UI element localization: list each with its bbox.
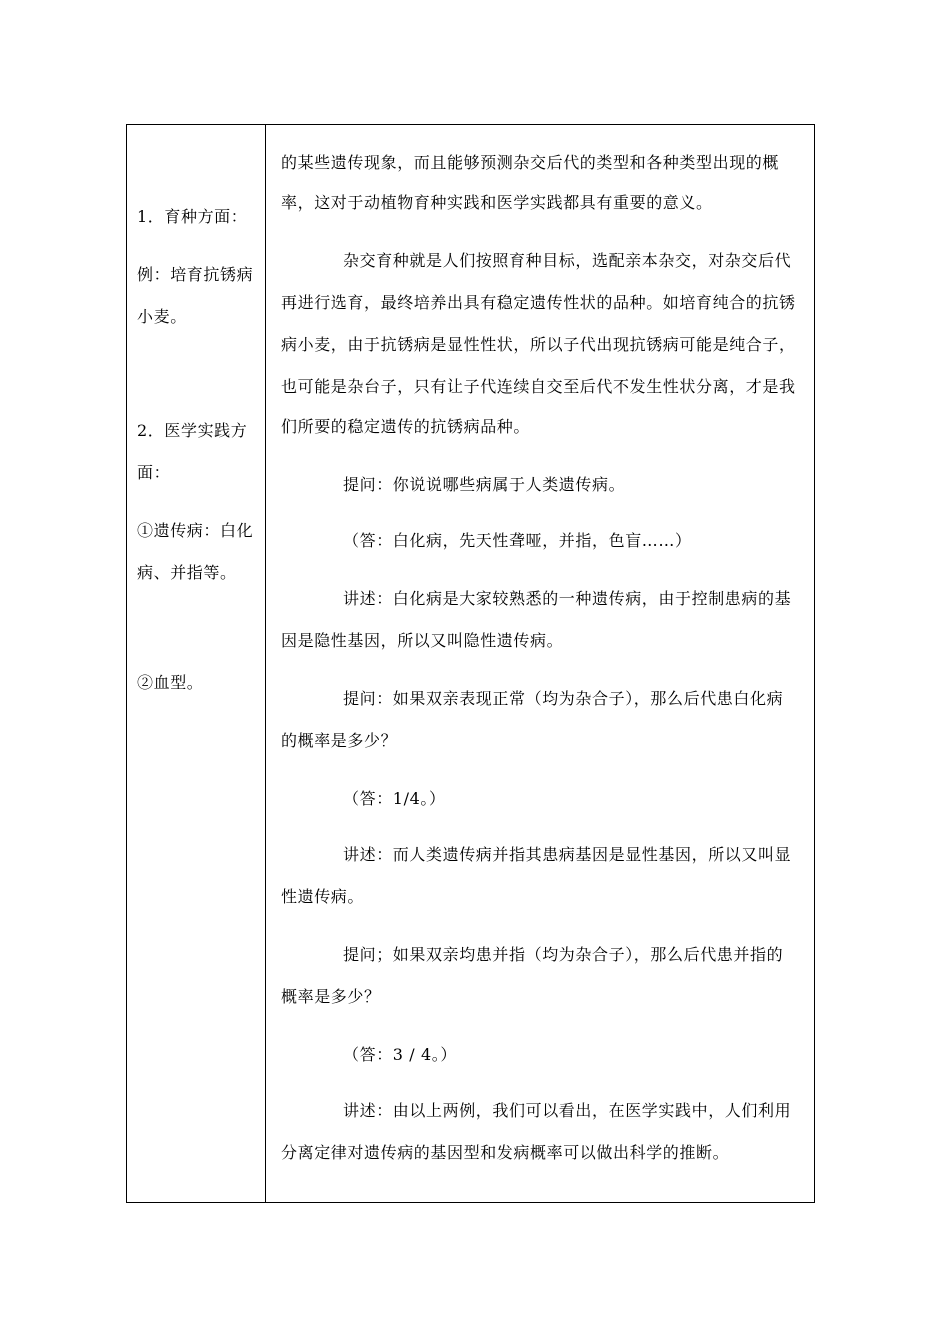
paragraph-line: 讲述：白化病是大家较熟悉的一种遗传病，由于控制患病的基 [343,589,792,608]
answer-line: （答：1/4。） [343,789,446,808]
paragraph-line: 因是隐性基因，所以又叫隐性遗传病。 [281,631,564,650]
left-line: 例：培育抗锈病 [137,265,254,284]
paragraph-line: 的某些遗传现象，而且能够预测杂交后代的类型和各种类型出现的概 [281,153,780,172]
paragraph-line: 分离定律对遗传病的基因型和发病概率可以做出科学的推断。 [281,1143,730,1162]
paragraph-line: 病小麦，由于抗锈病是显性性状，所以子代出现抗锈病可能是纯合子， [281,335,796,354]
right-column [266,125,815,1202]
paragraph-line: 杂交育种就是人们按照育种目标，选配亲本杂交，对杂交后代 [343,251,792,270]
left-line: 面： [137,463,171,482]
left-line: ②血型。 [137,673,204,692]
question-line: 的概率是多少？ [281,731,398,750]
paragraph-line: 再进行选育，最终培养出具有稳定遗传性状的品种。如培育纯合的抗锈 [281,293,796,312]
paragraph-line: 也可能是杂台子，只有让子代连续自交至后代不发生性状分离，才是我 [281,377,796,396]
answer-line: （答：3 / 4。） [343,1045,457,1064]
paragraph-line: 讲述：而人类遗传病并指其患病基因是显性基因，所以又叫显 [343,845,792,864]
question-line: 提问；如果双亲均患并指（均为杂合子），那么后代患并指的 [343,945,784,964]
left-line: 2．医学实践方 [137,421,248,440]
paragraph-line: 讲述：由以上两例，我们可以看出，在医学实践中，人们利用 [343,1101,792,1120]
left-line: ①遗传病：白化 [137,521,254,540]
paragraph-line: 们所要的稳定遗传的抗锈病品种。 [281,417,531,436]
left-line: 小麦。 [137,307,187,326]
lesson-table [126,124,815,1203]
left-line: 病、并指等。 [137,563,237,582]
left-line: 1．育种方面： [137,207,248,226]
paragraph-line: 率，这对于动植物育种实践和医学实践都具有重要的意义。 [281,193,713,212]
question-line: 概率是多少？ [281,987,381,1006]
question-line: 提问：你说说哪些病属于人类遗传病。 [343,475,626,494]
left-column [127,125,265,1202]
question-line: 提问：如果双亲表现正常（均为杂合子），那么后代患白化病 [343,689,784,708]
paragraph-line: 性遗传病。 [281,887,365,906]
answer-line: （答：白化病，先天性聋哑，并指，色盲……） [343,531,692,550]
